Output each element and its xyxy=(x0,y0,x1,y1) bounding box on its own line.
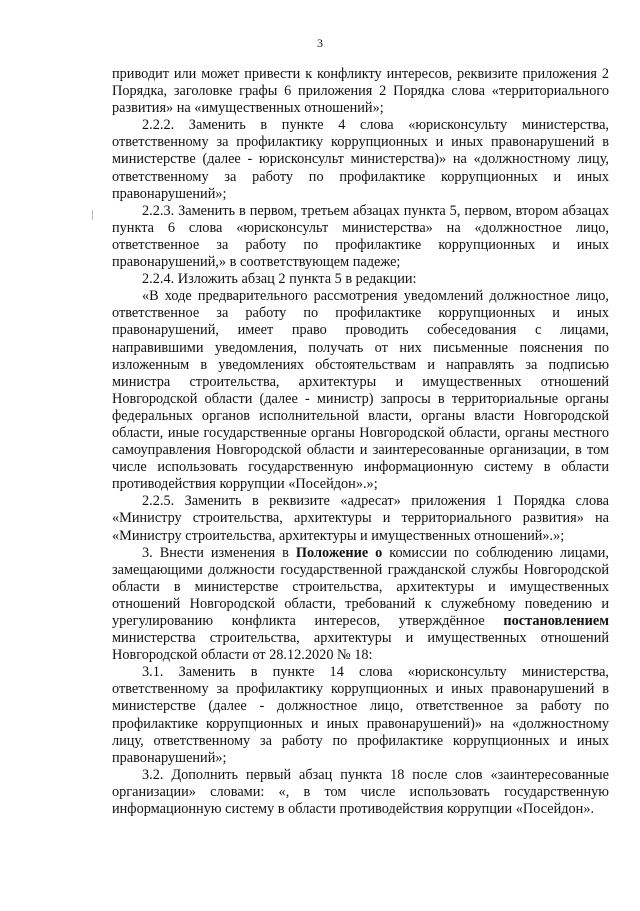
page-number: 3 xyxy=(317,36,323,50)
paragraph xyxy=(112,66,609,117)
scan-mark xyxy=(92,210,93,220)
document-body xyxy=(112,66,609,818)
text-run: 2.2.3. Заменить в первом, третьем абзацах пункта 5, первом, втором абзацах пункта 6 слова «юрисконсульт министерства» на «должностное лицо, ответственное за работу по профилактике коррупционных и иных правонарушений,» в соответствующем падеже; xyxy=(112,202,609,271)
bold-text: постановлением xyxy=(503,613,609,629)
text-run: 3. Внести изменения в xyxy=(142,544,296,561)
paragraph xyxy=(112,288,609,493)
paragraph xyxy=(112,203,609,271)
paragraph xyxy=(112,271,609,288)
text-run: 3.1. Заменить в пункте 14 слова «юрисконсульту министерства, ответственному за профилактику коррупционных и иных правонарушений в министерстве (далее - должностное лицо, ответственное за работу по профилактике коррупционных и иных правонарушений)» на «должностному лицу, ответственному за работу по профилактике коррупционных и иных правонарушений»; xyxy=(112,664,609,766)
text-run: министерства строительства, архитектуры и имущественных отношений Новгородской области от 28.12.2020 № 18: xyxy=(112,630,609,664)
paragraph xyxy=(112,117,609,202)
text-run: комиссии по соблюдению лицами, замещающими должности государственной гражданской службы Новгородской области в министерстве строительства, архитектуры и имущественных отношений Новгородской области, требований к служебному поведению и урегулированию конфликта интересов, утверждённое xyxy=(112,544,609,629)
bold-text: Положение о xyxy=(295,544,383,561)
paragraph xyxy=(112,664,609,767)
paragraph xyxy=(112,493,609,544)
text-run: 2.2.5. Заменить в реквизите «адресат» приложения 1 Порядка слова «Министру строительства, архитектуры и территориального развития» на «Министру строительства, архитектуры и имущественных отношений».»; xyxy=(112,493,609,544)
text-run: приводит или может привести к конфликту интересов, реквизите приложения 2 Порядка, заголовке графы 6 приложения 2 Порядка слова «территориального развития» на «имущественных отношений»; xyxy=(112,66,609,117)
text-run: 2.2.2. Заменить в пункте 4 слова «юрисконсульту министерства, ответственному за профилактику коррупционных и иных правонарушений в министерстве (далее - юрисконсульт министерства)» на «должностному лицу, ответственному за работу по профилактике коррупционных и иных правонарушений»; xyxy=(112,117,609,202)
text-run: 2.2.4. Изложить абзац 2 пункта 5 в редакции: xyxy=(142,271,417,288)
text-run: 3.2. Дополнить первый абзац пункта 18 после слов «заинтересованные организации» словами: «, в том числе использовать государственную информационную систему в области противодействия коррупции «Посейдон». xyxy=(112,766,609,818)
paragraph xyxy=(112,767,609,818)
paragraph xyxy=(112,545,609,665)
text-run: «В ходе предварительного рассмотрения уведомлений должностное лицо, ответственное за работу по профилактике коррупционных и иных правонарушений, имеет право проводить собеседования с лицами, направившими уведомления, получать от них письменные пояснения по изложенным в уведомлениях обстоятельствам и направлять за подписью министра строительства, архитектуры и имущественных отношений Новгородской области (далее - министр) запросы в территориальные органы федеральных органов исполнительной власти, органы власти Новгородской области, иные государственные органы Новгородской области, органы местного самоуправления Новгородской области и заинтересованные организации, в том числе использовать государственную информационную систему в области противодействия коррупции «Посейдон».»; xyxy=(112,288,609,493)
